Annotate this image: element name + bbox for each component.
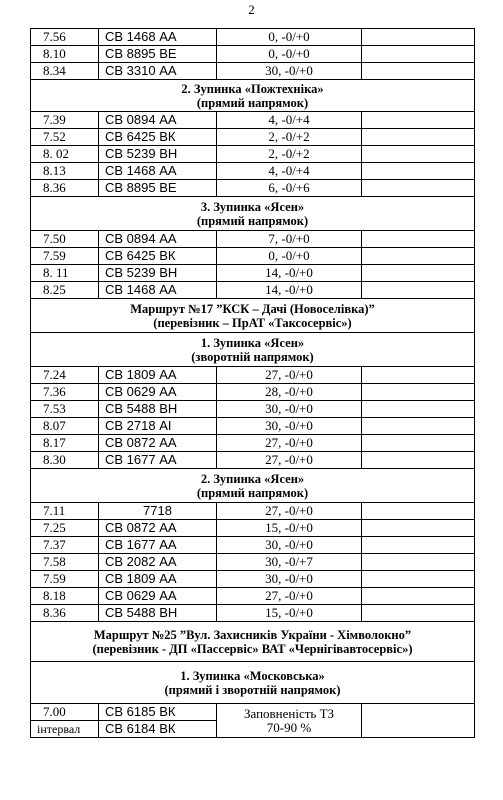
empty-cell — [362, 554, 475, 571]
departure-time: 8.36 — [31, 180, 99, 197]
vehicle-plate: СВ 5239 ВН — [99, 265, 217, 282]
departure-time: 8.36 — [31, 605, 99, 622]
table-row — [31, 367, 475, 384]
empty-cell — [362, 571, 475, 588]
departure-time: 7.59 — [31, 571, 99, 588]
table-row — [31, 418, 475, 435]
section-header — [31, 662, 475, 704]
section-subtitle: (прямий напрямок) — [196, 485, 309, 500]
section-subtitle: (перевізник - ДП «Пассервіс» ВАТ «Чернігівавтосервіс») — [92, 641, 413, 656]
empty-cell — [362, 588, 475, 605]
vehicle-plate: СВ 3310 АА — [99, 63, 217, 80]
section-header — [31, 80, 475, 112]
table-row — [31, 554, 475, 571]
occupancy: 30, -0/+0 — [217, 63, 362, 80]
occupancy: 15, -0/+0 — [217, 605, 362, 622]
occupancy-note-value: 70-90 % — [266, 719, 312, 735]
empty-cell — [362, 435, 475, 452]
table-row — [31, 29, 475, 46]
empty-cell — [362, 146, 475, 163]
departure-time: 8.07 — [31, 418, 99, 435]
vehicle-plate: СВ 2718 АІ — [99, 418, 217, 435]
occupancy: 27, -0/+0 — [217, 452, 362, 469]
vehicle-plate: СВ 8895 ВЕ — [99, 180, 217, 197]
table-row — [31, 248, 475, 265]
section-title: 1. Зупинка «Московська» — [180, 668, 325, 683]
occupancy: 30, -0/+0 — [217, 418, 362, 435]
departure-time: 8.30 — [31, 452, 99, 469]
empty-cell — [362, 520, 475, 537]
departure-time: 7.11 — [31, 503, 99, 520]
occupancy: 28, -0/+0 — [217, 384, 362, 401]
section-header-row — [31, 662, 475, 704]
table-row — [31, 520, 475, 537]
occupancy: 7, -0/+0 — [217, 231, 362, 248]
table-row — [31, 163, 475, 180]
table-row — [31, 146, 475, 163]
departure-time: 8.10 — [31, 46, 99, 63]
table-row — [31, 571, 475, 588]
vehicle-plate: СВ 0872 АА — [99, 520, 217, 537]
vehicle-plate: СВ 0894 АА — [99, 112, 217, 129]
table-row — [31, 231, 475, 248]
vehicle-plate: СВ 1468 АА — [99, 163, 217, 180]
departure-time: 7.24 — [31, 367, 99, 384]
section-title: 1. Зупинка «Ясен» — [200, 335, 305, 350]
vehicle-plate: 7718 — [99, 503, 217, 520]
occupancy: 30, -0/+0 — [217, 571, 362, 588]
empty-cell — [362, 282, 475, 299]
section-header — [31, 469, 475, 503]
section-header — [31, 299, 475, 333]
empty-cell — [362, 537, 475, 554]
occupancy: 2, -0/+2 — [217, 129, 362, 146]
section-subtitle: (прямий напрямок) — [196, 213, 309, 228]
empty-cell — [362, 231, 475, 248]
empty-cell — [362, 63, 475, 80]
vehicle-plate: СВ 6184 ВК — [99, 721, 217, 738]
vehicle-plate: СВ 6185 ВК — [99, 704, 217, 721]
occupancy: 30, -0/+7 — [217, 554, 362, 571]
vehicle-plate: СВ 6425 ВК — [99, 129, 217, 146]
table-row — [31, 112, 475, 129]
table-row — [31, 129, 475, 146]
occupancy: 27, -0/+0 — [217, 367, 362, 384]
section-subtitle: (прямий напрямок) — [196, 95, 309, 110]
vehicle-plate: СВ 1809 АА — [99, 367, 217, 384]
departure-time: 7.58 — [31, 554, 99, 571]
section-header — [31, 622, 475, 662]
schedule-table — [30, 28, 475, 738]
empty-cell — [362, 265, 475, 282]
vehicle-plate: СВ 0894 АА — [99, 231, 217, 248]
table-row — [31, 704, 475, 721]
table-row — [31, 435, 475, 452]
vehicle-plate: СВ 0629 АА — [99, 384, 217, 401]
occupancy: 4, -0/+4 — [217, 112, 362, 129]
empty-cell — [362, 704, 475, 738]
section-header-row — [31, 333, 475, 367]
table-row — [31, 401, 475, 418]
table-row — [31, 384, 475, 401]
section-header-row — [31, 197, 475, 231]
occupancy-note-label: Заповненість ТЗ — [243, 705, 335, 721]
empty-cell — [362, 503, 475, 520]
table-row — [31, 605, 475, 622]
empty-cell — [362, 367, 475, 384]
occupancy-note — [217, 704, 362, 738]
empty-cell — [362, 112, 475, 129]
empty-cell — [362, 418, 475, 435]
section-title: 2. Зупинка «Пожтехніка» — [181, 81, 324, 96]
departure-time: 7.56 — [31, 29, 99, 46]
section-header-row — [31, 622, 475, 662]
vehicle-plate: СВ 1677 АА — [99, 537, 217, 554]
vehicle-plate: СВ 6425 ВК — [99, 248, 217, 265]
interval-label: інтервал — [31, 721, 99, 738]
empty-cell — [362, 401, 475, 418]
empty-cell — [362, 384, 475, 401]
table-row — [31, 588, 475, 605]
section-subtitle: (зворотній напрямок) — [191, 349, 314, 364]
departure-time: 7.39 — [31, 112, 99, 129]
table-row — [31, 180, 475, 197]
section-title: 3. Зупинка «Ясен» — [200, 199, 305, 214]
occupancy: 27, -0/+0 — [217, 503, 362, 520]
section-header-row — [31, 469, 475, 503]
empty-cell — [362, 129, 475, 146]
section-title: Маршрут №17 ”КСК – Дачі (Новоселівка)” — [130, 301, 375, 316]
table-row — [31, 452, 475, 469]
vehicle-plate: СВ 5488 ВН — [99, 605, 217, 622]
empty-cell — [362, 248, 475, 265]
occupancy: 14, -0/+0 — [217, 282, 362, 299]
table-row — [31, 265, 475, 282]
vehicle-plate: СВ 1809 АА — [99, 571, 217, 588]
occupancy: 14, -0/+0 — [217, 265, 362, 282]
occupancy: 4, -0/+4 — [217, 163, 362, 180]
vehicle-plate: СВ 1677 АА — [99, 452, 217, 469]
vehicle-plate: СВ 0872 АА — [99, 435, 217, 452]
occupancy: 0, -0/+0 — [217, 29, 362, 46]
occupancy: 27, -0/+0 — [217, 588, 362, 605]
section-header — [31, 197, 475, 231]
occupancy: 2, -0/+2 — [217, 146, 362, 163]
vehicle-plate: СВ 2082 АА — [99, 554, 217, 571]
departure-time: 7.50 — [31, 231, 99, 248]
section-title: 2. Зупинка «Ясен» — [200, 471, 305, 486]
empty-cell — [362, 605, 475, 622]
occupancy: 0, -0/+0 — [217, 46, 362, 63]
departure-time: 7.59 — [31, 248, 99, 265]
departure-time: 8.13 — [31, 163, 99, 180]
departure-time: 8.18 — [31, 588, 99, 605]
departure-time: 7.00 — [31, 704, 99, 721]
section-header — [31, 333, 475, 367]
occupancy: 15, -0/+0 — [217, 520, 362, 537]
empty-cell — [362, 163, 475, 180]
occupancy: 30, -0/+0 — [217, 401, 362, 418]
section-header-row — [31, 299, 475, 333]
departure-time: 7.52 — [31, 129, 99, 146]
occupancy: 30, -0/+0 — [217, 537, 362, 554]
section-subtitle: (перевізник – ПрАТ «Таксосервіс») — [153, 315, 352, 330]
vehicle-plate: СВ 0629 АА — [99, 588, 217, 605]
empty-cell — [362, 180, 475, 197]
empty-cell — [362, 46, 475, 63]
occupancy: 27, -0/+0 — [217, 435, 362, 452]
departure-time: 8.17 — [31, 435, 99, 452]
departure-time: 8.25 — [31, 282, 99, 299]
table-row — [31, 63, 475, 80]
vehicle-plate: СВ 5488 ВН — [99, 401, 217, 418]
departure-time: 8. 02 — [31, 146, 99, 163]
page-number: 2 — [248, 2, 255, 17]
table-row — [31, 537, 475, 554]
section-subtitle: (прямий і зворотній напрямок) — [164, 682, 341, 697]
vehicle-plate: СВ 5239 ВН — [99, 146, 217, 163]
occupancy: 0, -0/+0 — [217, 248, 362, 265]
departure-time: 7.37 — [31, 537, 99, 554]
occupancy: 6, -0/+6 — [217, 180, 362, 197]
departure-time: 7.53 — [31, 401, 99, 418]
vehicle-plate: СВ 1468 АА — [99, 282, 217, 299]
departure-time: 7.36 — [31, 384, 99, 401]
section-title: Маршрут №25 ”Вул. Захисників України - Хімволокно” — [93, 627, 412, 642]
empty-cell — [362, 452, 475, 469]
section-header-row — [31, 80, 475, 112]
table-row — [31, 503, 475, 520]
table-row — [31, 46, 475, 63]
vehicle-plate: СВ 8895 ВЕ — [99, 46, 217, 63]
departure-time: 8.34 — [31, 63, 99, 80]
departure-time: 7.25 — [31, 520, 99, 537]
vehicle-plate: СВ 1468 АА — [99, 29, 217, 46]
departure-time: 8. 11 — [31, 265, 99, 282]
empty-cell — [362, 29, 475, 46]
table-row — [31, 282, 475, 299]
